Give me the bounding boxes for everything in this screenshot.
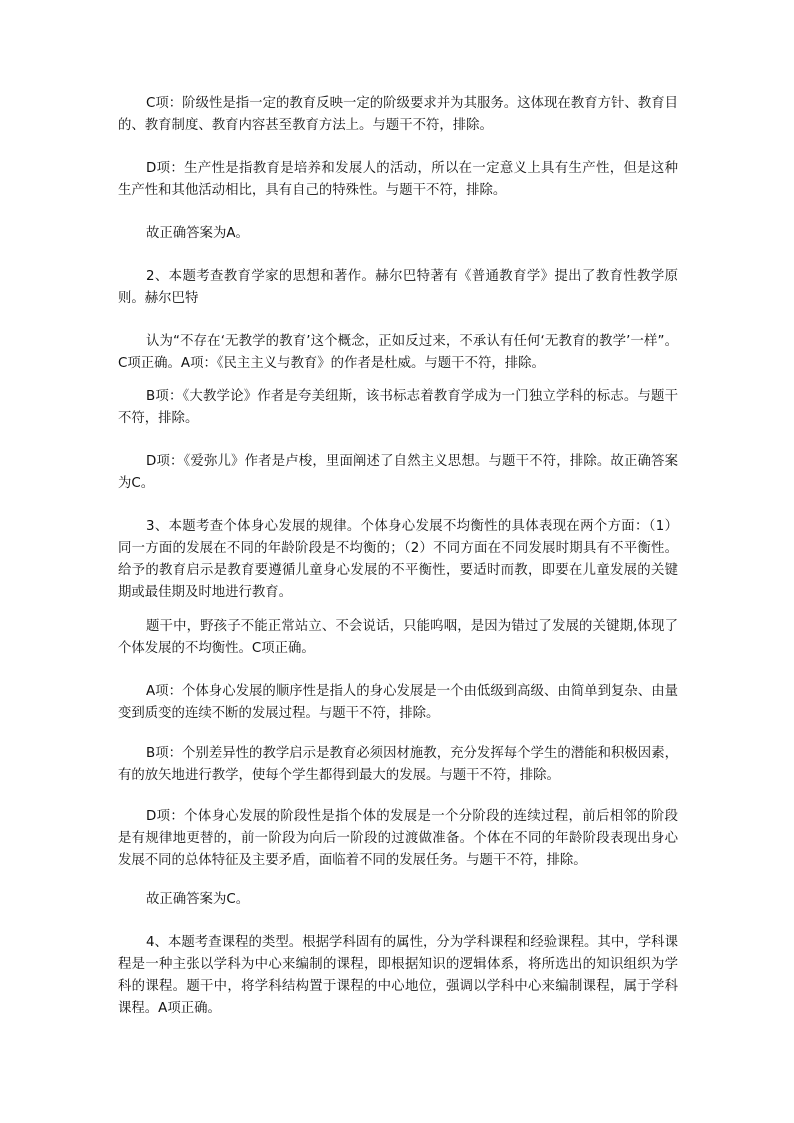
paragraph-q4-intro: 4、本题考查课程的类型。根据学科固有的属性，分为学科课程和经验课程。其中，学科课程是一种主张以学科为中心来编制的课程，即根据知识的逻辑体系，将所选出的知识组织为学科的课程。题干中，将学科结构置于课程的中心地位，强调以学科中心来编制课程，属于学科课程。A项正确。	[118, 935, 678, 1016]
paragraph-q3-b-option: B项：个别差异性的教学启示是教育必须因材施教，充分发挥每个学生的潜能和积极因素，有的放矢地进行教学，使每个学生都得到最大的发展。与题干不符，排除。	[118, 746, 678, 783]
paragraph-q2-intro: 2、本题考查教育学家的思想和著作。赫尔巴特著有《普通教育学》提出了教育性教学原则。赫尔巴特	[118, 269, 678, 306]
paragraph-q3-d-option: D项：个体身心发展的阶段性是指个体的发展是一个分阶段的连续过程，前后相邻的阶段是有规律地更替的，前一阶段为向后一阶段的过渡做准备。个体在不同的年龄阶段表现出身心发展不同的总体特征及主要矛盾，面临着不同的发展任务。与题干不符，排除。	[118, 809, 678, 868]
paragraph-q2-d-option: D项：《爱弥儿》作者是卢梭，里面阐述了自然主义思想。与题干不符，排除。故正确答案为C。	[118, 454, 678, 491]
paragraph-q3-stem: 题干中，野孩子不能正常站立、不会说话，只能呜咽，是因为错过了发展的关键期,体现了个体发展的不均衡性。C项正确。	[118, 619, 678, 656]
paragraph-q2-b-option: B项：《大教学论》作者是夸美纽斯，该书标志着教育学成为一门独立学科的标志。与题干不符，排除。	[118, 389, 678, 426]
paragraph-q3-intro: 3、本题考查个体身心发展的规律。个体身心发展不均衡性的具体表现在两个方面：（1）同一方面的发展在不同的年龄阶段是不均衡的；（2）不同方面在不同发展时期具有不平衡性。给予的教育启示是教育要遵循儿童身心发展的不平衡性，要适时而教，即要在儿童发展的关键期或最佳期及时地进行教育。	[118, 519, 678, 600]
paragraph-answer-c: 故正确答案为C。	[146, 892, 250, 907]
paragraph-answer-a: 故正确答案为A。	[146, 226, 249, 241]
paragraph-c-option-class: C项：阶级性是指一定的教育反映一定的阶级要求并为其服务。这体现在教育方针、教育目的、教育制度、教育内容甚至教育方法上。与题干不符，排除。	[118, 96, 678, 133]
paragraph-q3-a-option: A项：个体身心发展的顺序性是指人的身心发展是一个由低级到高级、由简单到复杂、由量变到质变的连续不断的发展过程。与题干不符，排除。	[118, 684, 678, 721]
paragraph-q2-herbart-quote: 认为“不存在‘无教学的教育’这个概念，正如反过来，不承认有任何‘无教育的教学’一样”。C项正确。A项：《民主主义与教育》的作者是杜威。与题干不符，排除。	[118, 334, 678, 371]
paragraph-d-option-productivity: D项：生产性是指教育是培养和发展人的活动，所以在一定意义上具有生产性，但是这种生产性和其他活动相比，具有自己的特殊性。与题干不符，排除。	[118, 161, 678, 198]
